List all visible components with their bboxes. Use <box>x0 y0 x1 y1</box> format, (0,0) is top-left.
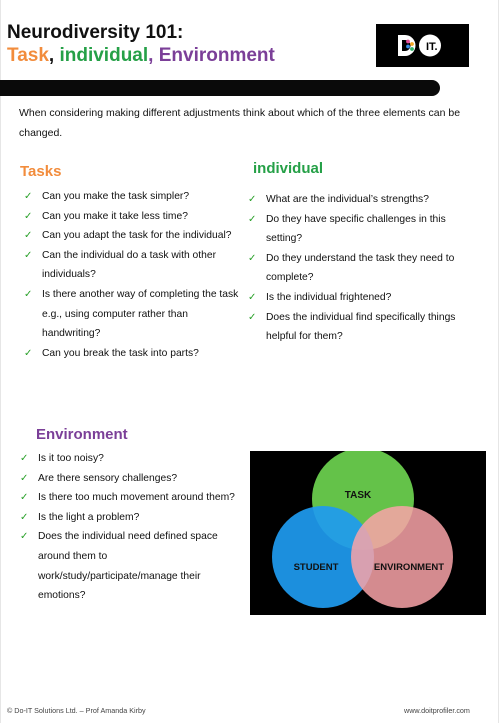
title-sep: , <box>48 45 60 66</box>
title-line-2 <box>7 44 275 67</box>
header-divider-bar <box>0 80 440 96</box>
check-icon: ✓ <box>20 492 29 504</box>
list-item <box>16 469 236 489</box>
list-item <box>16 488 236 508</box>
footer-copyright: © Do-IT Solutions Ltd. – Prof Amanda Kirby <box>7 706 146 715</box>
venn-label-student: STUDENT <box>293 562 339 573</box>
list-item <box>16 449 236 469</box>
footer-website: www.doitprofiler.com <box>404 706 470 715</box>
list-item <box>244 190 459 210</box>
list-item-text: Is the individual frightened? <box>266 291 392 303</box>
list-item-text: Are there sensory challenges? <box>38 472 178 484</box>
venn-circle-environment <box>351 506 453 608</box>
title-environment: Environment <box>158 45 275 66</box>
page-title <box>7 21 275 67</box>
check-icon: ✓ <box>20 453 29 464</box>
doit-logo-mark <box>376 24 469 67</box>
check-icon: ✓ <box>24 288 33 300</box>
list-item <box>20 285 240 344</box>
check-icon: ✓ <box>20 531 29 543</box>
title-line-1: Neurodiversity 101: <box>7 22 184 43</box>
list-item <box>20 344 240 364</box>
list-item-text: Can you adapt the task for the individual? <box>42 230 232 242</box>
list-item-text: Can the individual do a task with other individuals? <box>42 249 217 281</box>
list-item-text: Do they understand the task they need to complete? <box>266 252 455 284</box>
list-item <box>16 527 236 605</box>
list-item-text: Is there another way of completing the task e.g., using computer rather than handwriting? <box>42 288 239 340</box>
individual-list <box>244 190 459 347</box>
check-icon: ✓ <box>24 210 33 222</box>
individual-heading: individual <box>253 160 324 177</box>
check-icon: ✓ <box>248 311 257 323</box>
list-item <box>244 288 459 308</box>
list-item-text: Can you break the task into parts? <box>42 347 199 359</box>
list-item-text: Does the individual need defined space around them to work/study/participate/manage their emotions? <box>38 531 218 602</box>
list-item <box>20 187 240 207</box>
check-icon: ✓ <box>248 291 257 303</box>
check-icon: ✓ <box>24 230 33 242</box>
list-item <box>20 207 240 227</box>
venn-diagram <box>250 451 486 615</box>
list-item <box>244 249 459 288</box>
list-item <box>16 508 236 528</box>
environment-heading: Environment <box>36 426 128 443</box>
list-item-text: Does the individual find specifically things helpful for them? <box>266 311 456 343</box>
list-item-text: Do they have specific challenges in this setting? <box>266 213 446 245</box>
list-item-text: Is the light a problem? <box>38 511 140 523</box>
intro-text: When considering making different adjustments think about which of the three elements can be changed. <box>19 107 461 139</box>
check-icon: ✓ <box>20 511 29 523</box>
list-item <box>244 210 459 249</box>
check-icon: ✓ <box>248 252 257 264</box>
venn-svg <box>250 451 486 615</box>
tasks-heading: Tasks <box>20 163 62 180</box>
doit-logo <box>376 24 469 67</box>
list-item-text: Is there too much movement around them? <box>38 492 235 504</box>
venn-label-environment: ENVIRONMENT <box>373 562 445 573</box>
environment-list <box>16 449 236 606</box>
list-item <box>20 246 240 285</box>
logo-text: IT. <box>426 41 438 53</box>
check-icon: ✓ <box>24 191 33 202</box>
check-icon: ✓ <box>248 213 257 225</box>
tasks-list <box>20 187 240 363</box>
list-item-text: Can you make it take less time? <box>42 210 188 222</box>
title-task: Task <box>7 45 49 66</box>
venn-label-task: TASK <box>344 490 372 501</box>
list-item-text: Is it too noisy? <box>38 453 104 464</box>
check-icon: ✓ <box>24 347 33 359</box>
list-item-text: Can you make the task simpler? <box>42 191 190 202</box>
check-icon: ✓ <box>20 472 29 484</box>
title-individual: individual <box>59 45 149 66</box>
check-icon: ✓ <box>248 194 257 205</box>
title-sep: , <box>148 45 159 66</box>
list-item <box>244 308 459 347</box>
list-item <box>20 226 240 246</box>
check-icon: ✓ <box>24 249 33 261</box>
list-item-text: What are the individual’s strengths? <box>266 194 429 205</box>
